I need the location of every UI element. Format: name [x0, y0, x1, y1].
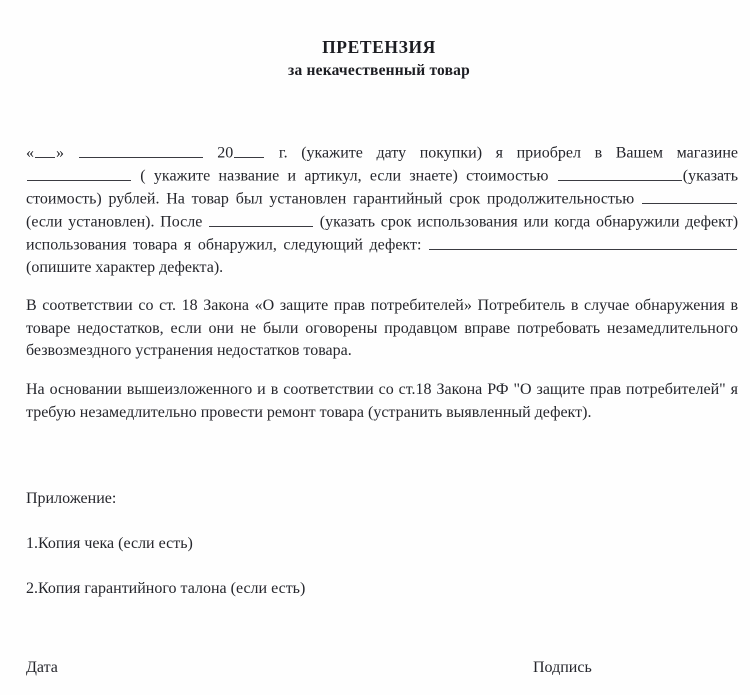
paragraph-demand: На основании вышеизложенного и в соответствии со ст.18 Закона РФ "О защите прав потребителей" я требую незамедлительно провести ремонт товара (устранить выявленный дефект). [26, 381, 738, 421]
p1-year-prefix: 20 [217, 144, 234, 162]
blank-price[interactable] [558, 165, 682, 181]
document-subtitle: за некачественный товар [288, 62, 470, 79]
p1-text-price-hint: (указать стоимость) рублей. На товар был установлен гарантийный срок продолжительностью [26, 167, 739, 208]
blank-defect-description[interactable] [429, 234, 737, 250]
attachments-heading: Приложение: [26, 490, 117, 507]
date-label: Дата [26, 659, 58, 676]
signature-label: Подпись [533, 659, 592, 676]
p1-open-quote: « [26, 144, 34, 162]
blank-year[interactable] [234, 142, 264, 158]
document-body [26, 142, 738, 424]
blank-month[interactable] [79, 142, 203, 158]
blank-usage-period[interactable] [209, 211, 313, 227]
attachment-item-warranty-card: 2.Копия гарантийного талона (если есть) [26, 580, 306, 597]
p1-close-quote: » [56, 144, 64, 162]
paragraph-law-reference: В соответствии со ст. 18 Закона «О защите прав потребителей» Потребитель в случае обнаружения в товаре недостатков, если они не были оговорены продавцом вправе потребовать незамедлительного безвозмездного устранения недостатков товара. [26, 297, 738, 359]
p1-text-after-date: г. (укажите дату покупки) я приобрел в Вашем магазине [278, 144, 738, 162]
document-footer [26, 657, 738, 681]
blank-warranty-duration[interactable] [642, 188, 737, 204]
p1-text-defect-hint: (опишите характер дефекта). [26, 259, 224, 277]
document-title-block [26, 36, 732, 81]
attachments-block [26, 488, 738, 600]
blank-product-name[interactable] [27, 165, 131, 181]
p1-text-product-hint: ( укажите название и артикул, если знаете) стоимостью [140, 167, 549, 185]
p1-text-defect-intro: (указать срок использования или когда обнаружили дефект) использования товара я обнаружил, следующий дефект: [26, 213, 739, 254]
attachment-item-receipt: 1.Копия чека (если есть) [26, 535, 193, 552]
document-title: ПРЕТЕНЗИЯ [322, 37, 436, 57]
p1-text-warranty-hint: (если установлен). После [26, 213, 203, 231]
blank-day[interactable] [35, 142, 55, 158]
paragraph-purchase-details [26, 142, 738, 279]
